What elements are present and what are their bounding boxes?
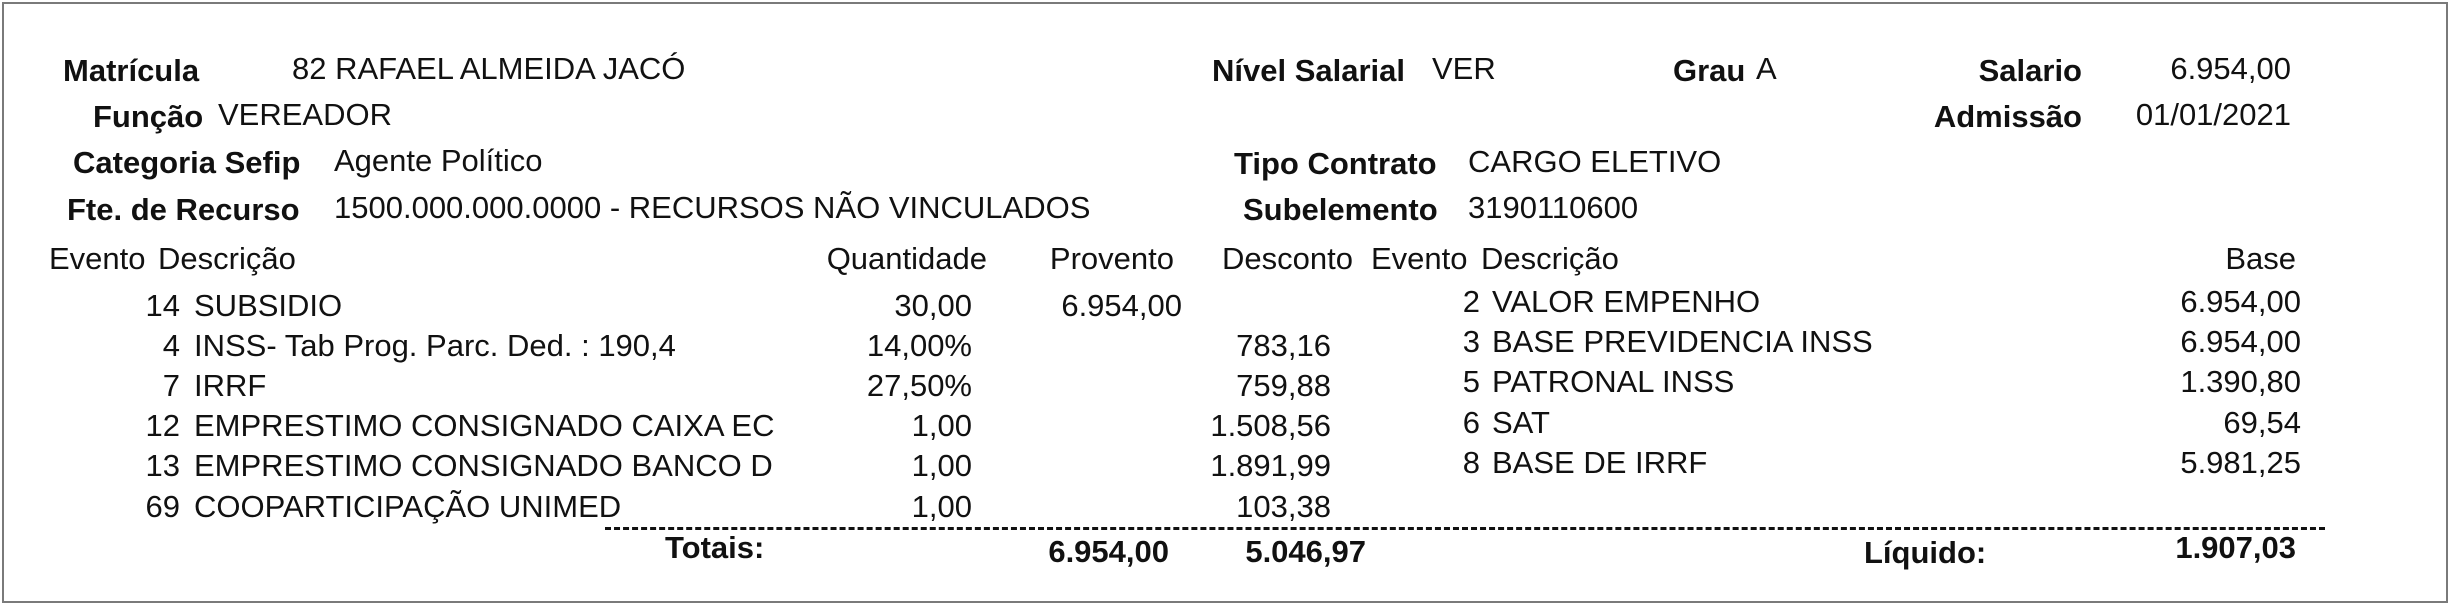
tipo-contrato-value: CARGO ELETIVO [1468, 144, 1722, 179]
funcao-value: VEREADOR [218, 97, 392, 132]
subelemento-value: 3190110600 [1468, 190, 1639, 225]
col-base: Base [2225, 241, 2296, 276]
col-provento: Provento [1049, 241, 1174, 276]
admissao-value: 01/01/2021 [2135, 97, 2291, 132]
salario-value: 6.954,00 [2170, 51, 2291, 86]
liquido-label: Líquido: [1864, 535, 1987, 570]
tipo-contrato-label: Tipo Contrato [1234, 146, 1437, 181]
event-desc: IRRF [194, 368, 267, 403]
base-value: 69,54 [2223, 405, 2301, 440]
base-value: 5.981,25 [2180, 445, 2301, 480]
event-code: 4 [162, 328, 180, 363]
event-qty: 27,50% [866, 368, 972, 403]
event-qty: 1,00 [911, 408, 972, 443]
matricula-value: 82 RAFAEL ALMEIDA JACÓ [292, 51, 686, 86]
event-desconto: 759,88 [1236, 368, 1331, 403]
grau-label: Grau [1673, 53, 1746, 88]
col-descricao-2: Descrição [1481, 241, 1619, 276]
totals-divider [605, 527, 2325, 530]
grau-value: A [1756, 51, 1777, 86]
event-desconto: 1.891,99 [1210, 448, 1331, 483]
base-code: 2 [1462, 284, 1480, 319]
base-value: 6.954,00 [2180, 324, 2301, 359]
event-desc: SUBSIDIO [194, 288, 343, 323]
base-code: 6 [1462, 405, 1480, 440]
event-qty: 14,00% [866, 328, 972, 363]
admissao-label: Admissão [1933, 99, 2082, 134]
matricula-label: Matrícula [63, 53, 200, 88]
event-code: 13 [145, 448, 180, 483]
event-desc: COOPARTICIPAÇÃO UNIMED [194, 489, 622, 524]
col-quantidade: Quantidade [826, 241, 987, 276]
col-evento-2: Evento [1371, 241, 1468, 276]
base-desc: PATRONAL INSS [1492, 364, 1735, 399]
nivel-salarial-value: VER [1432, 51, 1496, 86]
event-desc: EMPRESTIMO CONSIGNADO BANCO D [194, 448, 773, 483]
col-desconto: Desconto [1222, 241, 1353, 276]
fonte-recurso-value: 1500.000.000.0000 - RECURSOS NÃO VINCULADOS [334, 190, 1091, 225]
nivel-salarial-label: Nível Salarial [1212, 53, 1406, 88]
event-desconto: 103,38 [1236, 489, 1331, 524]
categoria-value: Agente Político [334, 143, 543, 178]
event-code: 12 [145, 408, 180, 443]
event-provento: 6.954,00 [1061, 288, 1182, 323]
event-code: 14 [145, 288, 180, 323]
event-desc: INSS- Tab Prog. Parc. Ded. : 190,4 [194, 328, 676, 363]
fonte-recurso-label: Fte. de Recurso [67, 192, 300, 227]
totals-label: Totais: [665, 530, 765, 565]
base-value: 6.954,00 [2180, 284, 2301, 319]
event-qty: 1,00 [911, 489, 972, 524]
event-desc: EMPRESTIMO CONSIGNADO CAIXA EC [194, 408, 775, 443]
base-value: 1.390,80 [2180, 364, 2301, 399]
col-evento: Evento [49, 241, 146, 276]
base-code: 8 [1462, 445, 1480, 480]
base-desc: VALOR EMPENHO [1492, 284, 1761, 319]
base-code: 3 [1462, 324, 1480, 359]
funcao-label: Função [93, 99, 204, 134]
event-qty: 1,00 [911, 448, 972, 483]
categoria-label: Categoria Sefip [73, 145, 301, 180]
event-desconto: 783,16 [1236, 328, 1331, 363]
base-desc: SAT [1492, 405, 1550, 440]
event-code: 7 [162, 368, 180, 403]
event-code: 69 [145, 489, 180, 524]
base-code: 5 [1462, 364, 1480, 399]
col-descricao: Descrição [158, 241, 296, 276]
liquido-value: 1.907,03 [2175, 530, 2296, 565]
event-qty: 30,00 [894, 288, 972, 323]
totals-proventos: 6.954,00 [1048, 534, 1169, 569]
event-desconto: 1.508,56 [1210, 408, 1331, 443]
salario-label: Salario [1978, 53, 2082, 88]
subelemento-label: Subelemento [1243, 192, 1438, 227]
base-desc: BASE PREVIDENCIA INSS [1492, 324, 1873, 359]
base-desc: BASE DE IRRF [1492, 445, 1708, 480]
totals-descontos: 5.046,97 [1245, 534, 1366, 569]
